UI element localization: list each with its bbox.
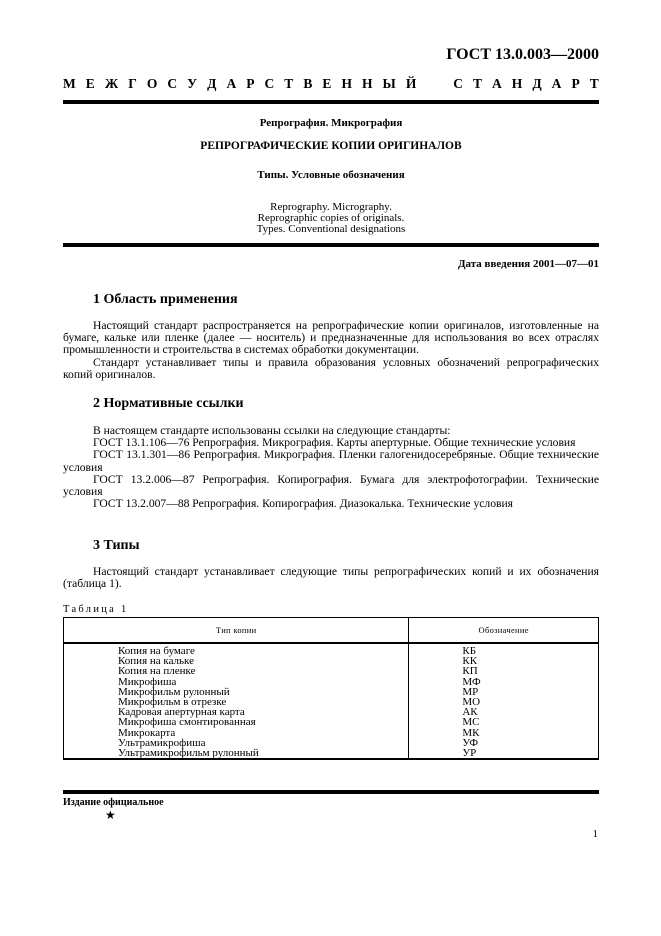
banner-letter: С — [264, 76, 275, 91]
footer-rule — [63, 790, 599, 794]
cell-copy-type: Микрокарта — [64, 728, 409, 738]
paragraph: В настоящем стандарте использованы ссылки на следующие стандарты: — [93, 424, 451, 437]
banner-letter: О — [146, 76, 158, 91]
banner-letter: Р — [246, 76, 255, 91]
cell-copy-type: Кадровая апертурная карта — [64, 707, 409, 717]
paragraph: Настоящий стандарт устанавливает следующие типы репрографических копий и их обозначения (таблица 1). — [63, 565, 599, 591]
banner-letter: С — [453, 76, 463, 91]
cell-copy-type: Микрофиша смонтированная — [64, 717, 409, 727]
cell-copy-type: Ультрамикрофильм рулонный — [64, 748, 409, 759]
banner-letter: Р — [571, 76, 580, 91]
banner-letter: А — [551, 76, 562, 91]
banner-letter — [426, 76, 429, 92]
banner-letter: Т — [589, 76, 599, 91]
banner-letter: Е — [322, 76, 332, 91]
cell-designation: МО — [409, 697, 599, 707]
section-heading-types: 3 Типы — [93, 538, 140, 553]
banner-letter: Ж — [104, 76, 119, 91]
banner-letter: Д — [207, 76, 217, 91]
column-header-designation: Обозначение — [409, 618, 599, 644]
section-body-references — [63, 425, 599, 510]
paragraph: Стандарт устанавливает типы и правила образования условных обозначений репрографических копий оригиналов. — [63, 355, 599, 381]
top-rule — [63, 100, 599, 104]
title-english — [63, 202, 599, 235]
reference-item: ГОСТ 13.2.007—88 Репрография. Копирография. Диазокалька. Технические условия — [93, 497, 514, 511]
interstate-standard-banner — [63, 76, 599, 92]
copy-types-table — [63, 617, 599, 760]
banner-letter: Д — [532, 76, 542, 91]
section-heading-scope: 1 Область применения — [93, 292, 238, 307]
banner-letter: А — [492, 76, 502, 91]
reference-item: ГОСТ 13.2.006—87 Репрография. Копирография. Бумага для электрофотографии. Технические условия — [63, 472, 599, 499]
cell-copy-type: Копия на кальке — [64, 656, 409, 666]
table-caption: Таблица 1 — [63, 604, 129, 615]
title-subject: Репрография. Микрография — [259, 117, 403, 129]
banner-letter: Ы — [382, 76, 396, 91]
cell-copy-type: Копия на бумаге — [64, 643, 409, 656]
banner-letter: Н — [341, 76, 352, 91]
cell-copy-type: Микрофильм в отрезке — [64, 697, 409, 707]
official-edition-label: Издание официальное — [63, 797, 164, 808]
banner-letter: Е — [85, 76, 95, 91]
cell-designation: КП — [409, 666, 599, 676]
paragraph: Настоящий стандарт распространяется на репрографические копии оригиналов, изготовленные на бумаге, кальке или пленке (далее — носитель) и предназначенные для использования во всех отраслях промышленности и строительства в системах обработки документации. — [63, 319, 599, 357]
cell-designation: КБ — [409, 643, 599, 656]
cell-designation: УР — [409, 748, 599, 759]
reference-item: ГОСТ 13.1.301—86 Репрография. Микрография. Пленки галогенидосеребряные. Общие технические условия — [63, 448, 599, 474]
reference-item: ГОСТ 13.1.106—76 Репрография. Микрография. Карты апертурные. Общие технические условия — [93, 436, 576, 450]
cell-designation: КК — [409, 656, 599, 666]
title-subtitle: Типы. Условные обозначения — [257, 169, 405, 181]
title-english-line: Types. Conventional designations — [256, 223, 406, 235]
title-bottom-rule — [63, 243, 599, 247]
banner-letter: Т — [284, 76, 294, 91]
banner-letter: Г — [128, 76, 137, 91]
banner-letter: В — [303, 76, 313, 91]
banner-letter: М — [63, 76, 76, 91]
title-english-line: Reprography. Micrography. — [270, 201, 392, 213]
banner-letter: Й — [405, 76, 417, 91]
cell-designation: УФ — [409, 738, 599, 748]
banner-letter: С — [167, 76, 178, 91]
document-number: ГОСТ 13.0.003—2000 — [446, 46, 599, 63]
cell-designation: МФ — [409, 677, 599, 687]
banner-letter — [440, 76, 443, 92]
table-row — [64, 748, 599, 759]
page-number: 1 — [592, 828, 598, 840]
banner-letter: Т — [472, 76, 482, 91]
cell-copy-type: Копия на пленке — [64, 666, 409, 676]
section-body-scope — [63, 320, 599, 381]
banner-letter: А — [226, 76, 237, 91]
banner-letter: У — [187, 76, 198, 91]
cell-designation: МС — [409, 717, 599, 727]
table-header-row — [64, 618, 599, 644]
effective-date: Дата введения 2001—07—01 — [457, 258, 599, 270]
cell-designation: АК — [409, 707, 599, 717]
cell-designation: МР — [409, 687, 599, 697]
cell-copy-type: Микрофильм рулонный — [64, 687, 409, 697]
star-icon: ★ — [105, 808, 116, 822]
cell-designation: МК — [409, 728, 599, 738]
cell-copy-type: Ультрамикрофиша — [64, 738, 409, 748]
banner-letter: Н — [511, 76, 523, 91]
section-heading-references: 2 Нормативные ссылки — [93, 396, 244, 411]
title-main: РЕПРОГРАФИЧЕСКИЕ КОПИИ ОРИГИНАЛОВ — [200, 140, 462, 152]
title-english-line: Reprographic copies of originals. — [257, 212, 405, 224]
section-body-types — [63, 566, 599, 590]
cell-copy-type: Микрофиша — [64, 677, 409, 687]
banner-letter: Н — [361, 76, 373, 91]
column-header-copy-type: Тип копии — [64, 618, 409, 644]
